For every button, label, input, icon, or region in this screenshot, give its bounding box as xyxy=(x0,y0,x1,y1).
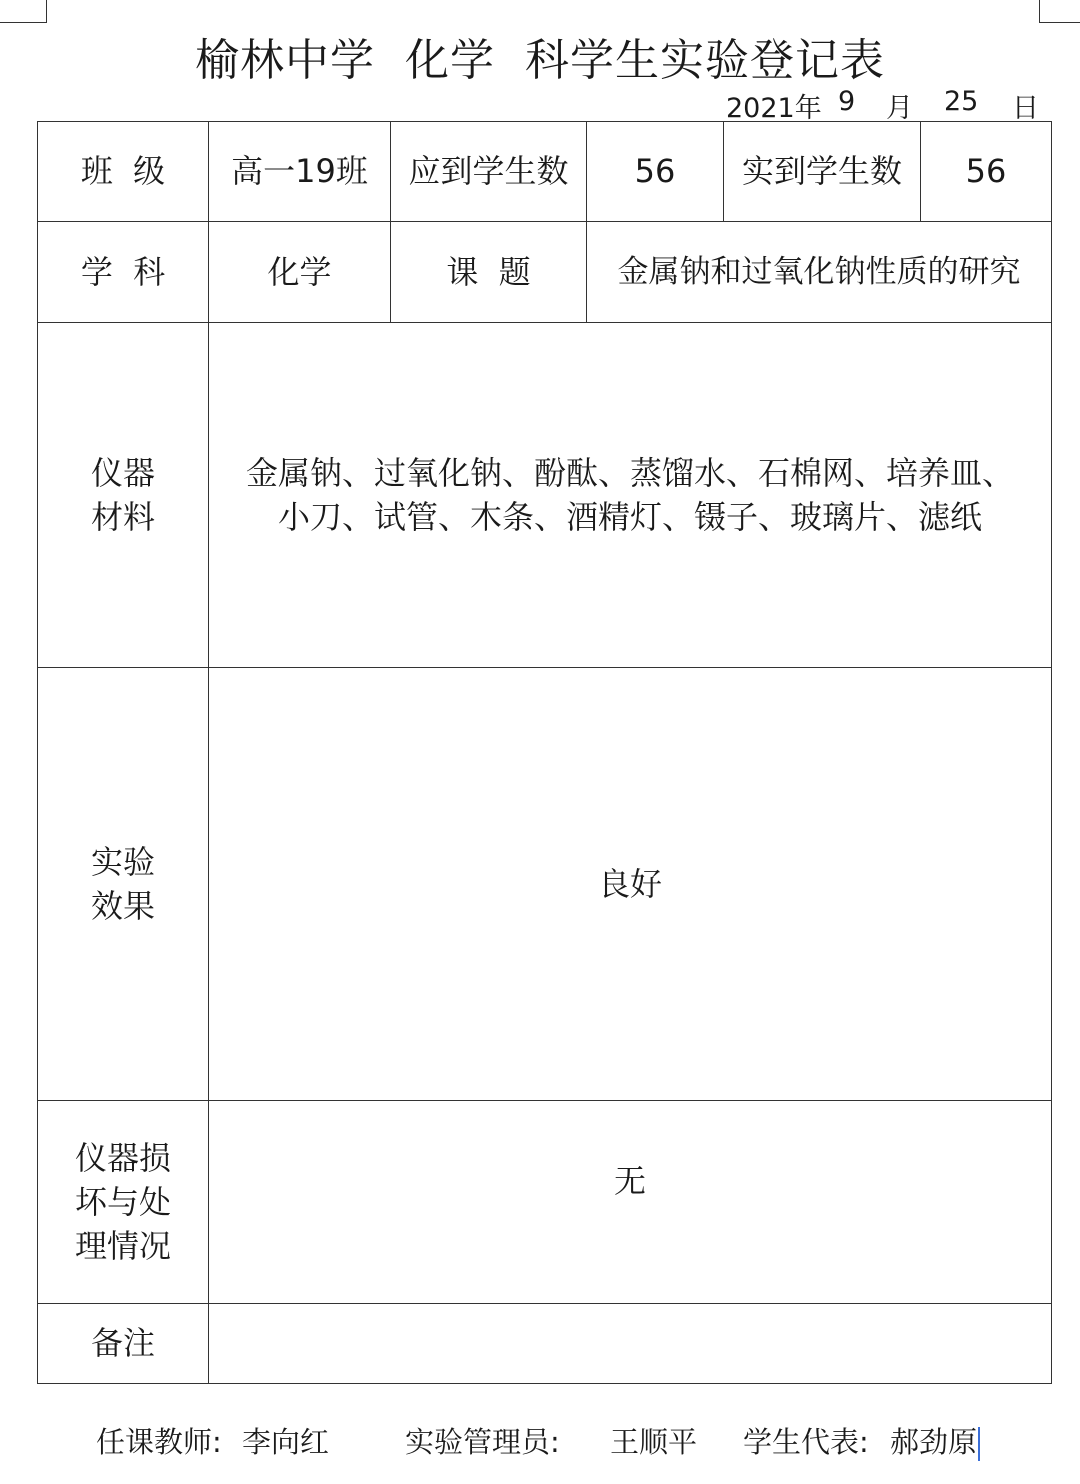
form-title: 榆林中学 化学 科学生实验登记表 xyxy=(195,35,885,86)
topic-label: 课 题 xyxy=(391,222,587,323)
date-day-unit: 日 xyxy=(1012,93,1039,124)
notes-value[interactable] xyxy=(209,1304,1052,1384)
damage-value-text: 无 xyxy=(613,1162,646,1200)
topic-value[interactable]: 金属钠和过氧化钠性质的研究 xyxy=(587,222,1052,323)
materials-label-line-1: 仪器 xyxy=(90,453,155,492)
materials-label xyxy=(38,323,209,668)
expected-count-label: 应到学生数 xyxy=(391,122,587,222)
teacher-name[interactable]: 李向红 xyxy=(242,1425,330,1459)
effect-value[interactable]: 良好 xyxy=(209,668,1052,1101)
effect-label xyxy=(38,668,209,1101)
damage-label-line-3: 理情况 xyxy=(74,1227,171,1266)
date-month: 9 xyxy=(838,86,856,117)
subject-label: 学 科 xyxy=(38,222,209,323)
date-year: 2021年 xyxy=(726,93,822,124)
materials-label-line-2: 材料 xyxy=(90,498,155,536)
manager-name[interactable]: 王顺平 xyxy=(610,1425,698,1459)
student-name-field[interactable] xyxy=(890,1420,980,1461)
damage-value[interactable] xyxy=(209,1101,1052,1304)
materials-line-2: 小刀、试管、木条、酒精灯、镊子、玻璃片、滤纸 xyxy=(277,498,982,536)
page-corner-mark-right xyxy=(1039,0,1080,23)
manager-label: 实验管理员: xyxy=(405,1425,560,1459)
text-cursor xyxy=(978,1427,980,1461)
student-name: 郝劲原 xyxy=(890,1425,978,1459)
notes-label: 备注 xyxy=(38,1304,209,1384)
damage-label-line-2: 坏与处 xyxy=(74,1182,171,1221)
effect-label-line-2: 效果 xyxy=(90,887,155,925)
class-value[interactable]: 高一19班 xyxy=(209,122,391,222)
table-row-effect xyxy=(38,668,1052,1101)
expected-count-value[interactable]: 56 xyxy=(587,122,724,222)
class-label: 班 级 xyxy=(38,122,209,222)
table-row-damage xyxy=(38,1101,1052,1304)
subject-value[interactable]: 化学 xyxy=(209,222,391,323)
table-row-class xyxy=(38,122,1052,222)
signature-line xyxy=(0,1420,1080,1464)
effect-label-line-1: 实验 xyxy=(90,842,155,881)
damage-label xyxy=(38,1101,209,1304)
materials-line-1: 金属钠、过氧化钠、酚酞、蒸馏水、石棉网、培养皿、 xyxy=(245,453,1014,492)
table-row-notes xyxy=(38,1304,1052,1384)
damage-label-line-1: 仪器损 xyxy=(74,1138,171,1177)
page-corner-mark-left xyxy=(0,0,47,23)
date-month-unit: 月 xyxy=(886,93,913,124)
actual-count-label: 实到学生数 xyxy=(724,122,921,222)
student-label: 学生代表: xyxy=(743,1425,869,1459)
table-row-materials xyxy=(38,323,1052,668)
teacher-label: 任课教师: xyxy=(96,1425,222,1459)
table-row-subject xyxy=(38,222,1052,323)
actual-count-value[interactable]: 56 xyxy=(921,122,1052,222)
date-day: 25 xyxy=(944,86,979,117)
registration-table xyxy=(37,121,1052,1384)
materials-value[interactable] xyxy=(209,323,1052,668)
